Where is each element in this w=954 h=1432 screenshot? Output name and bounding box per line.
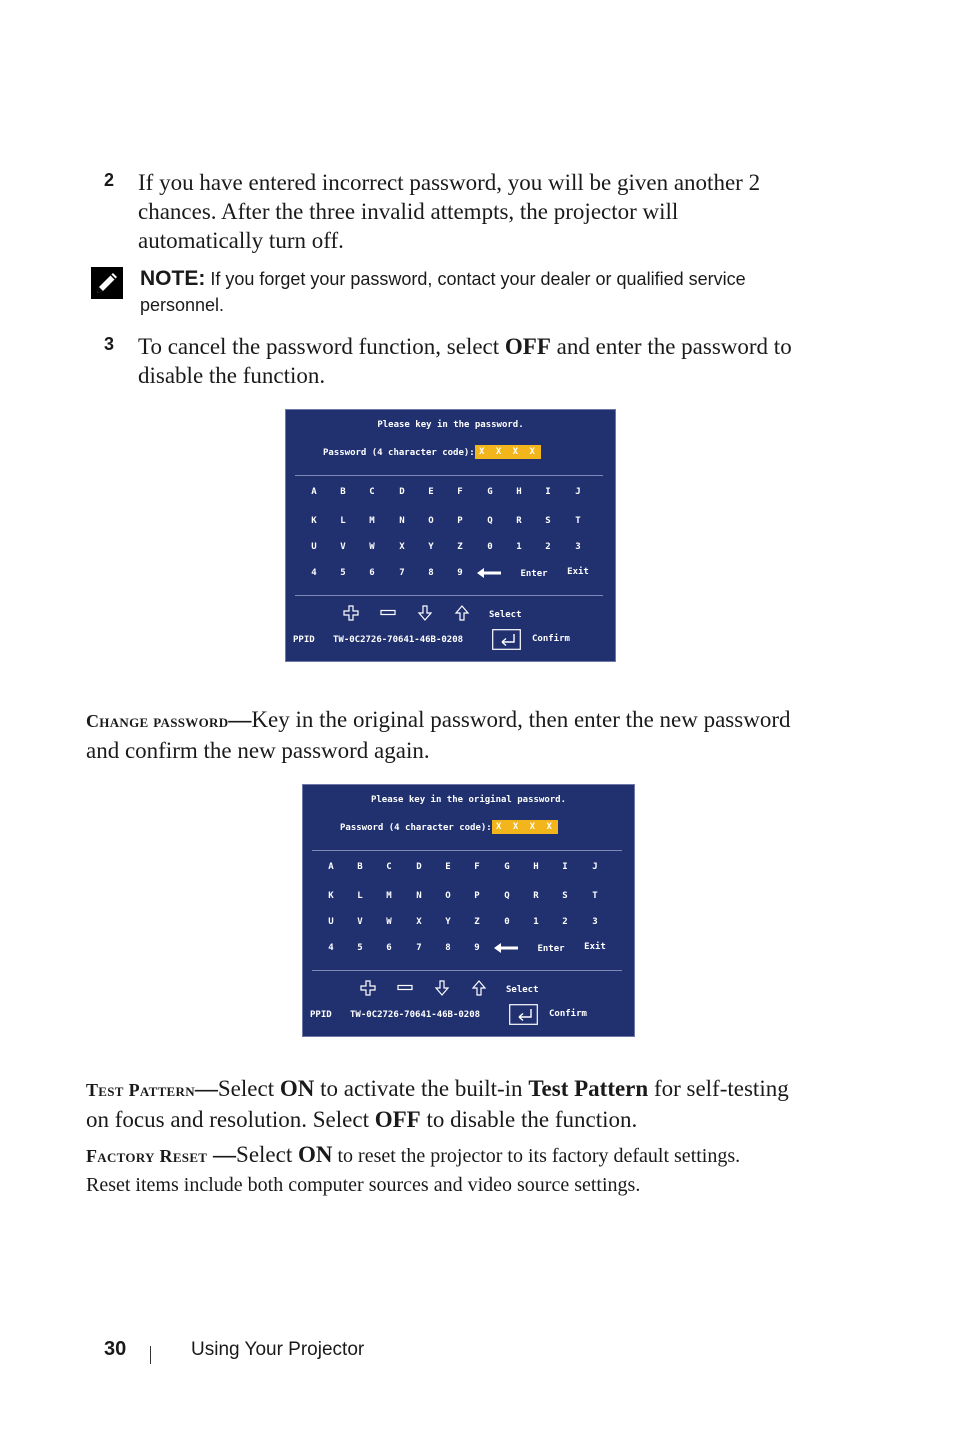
pencil-note-icon <box>90 266 124 300</box>
up-arrow-icon <box>454 605 470 621</box>
key-C: C <box>369 487 375 497</box>
key-2: 2 <box>562 917 568 927</box>
key-6: 6 <box>369 568 375 578</box>
key-P: P <box>457 516 463 526</box>
key-E: E <box>445 862 451 872</box>
key-enter: Enter <box>537 944 565 954</box>
key-1: 1 <box>533 917 539 927</box>
password-dialog-screenshot <box>285 409 616 662</box>
key-T: T <box>592 891 598 901</box>
key-enter: Enter <box>520 569 548 579</box>
test-pattern-paragraph: Test Pattern—Select ON to activate the built-in Test Pattern for self-testing on focus and resolution. Select OFF to disable the function. <box>86 1076 789 1132</box>
footer-section-title: Using Your Projector <box>191 1339 365 1360</box>
minus-icon <box>380 609 396 617</box>
key-D: D <box>416 862 422 872</box>
key-5: 5 <box>340 568 346 578</box>
down-arrow-icon <box>417 605 433 621</box>
key-Z: Z <box>474 917 480 927</box>
ppid-value: TW-0C2726-70641-46B-0208 <box>333 635 464 645</box>
key-V: V <box>357 917 363 927</box>
key-U: U <box>311 542 317 552</box>
key-2: 2 <box>545 542 551 552</box>
key-N: N <box>416 891 422 901</box>
key-Y: Y <box>428 542 434 552</box>
key-C: C <box>386 862 392 872</box>
ppid-label: PPID <box>293 635 315 645</box>
confirm-label: Confirm <box>549 1009 587 1019</box>
change-password-paragraph: Change password—Key in the original password, then enter the new password and confirm the new password again. <box>86 707 791 763</box>
key-Y: Y <box>445 917 451 927</box>
key-H: H <box>533 862 539 872</box>
test-pattern-label: Test Pattern <box>86 1080 195 1100</box>
key-B: B <box>340 487 346 497</box>
key-B: B <box>357 862 363 872</box>
key-exit: Exit <box>584 942 606 952</box>
divider <box>295 475 603 476</box>
key-exit: Exit <box>567 567 589 577</box>
key-F: F <box>474 862 480 872</box>
key-L: L <box>357 891 363 901</box>
key-I: I <box>545 487 551 497</box>
step-text: To cancel the password function, select OFF and enter the password to disable the function. <box>138 334 792 388</box>
key-M: M <box>386 891 392 901</box>
key-X: X <box>399 542 405 552</box>
key-G: G <box>487 487 493 497</box>
key-V: V <box>340 542 346 552</box>
key-O: O <box>428 516 434 526</box>
key-0: 0 <box>487 542 493 552</box>
key-R: R <box>516 516 522 526</box>
key-N: N <box>399 516 405 526</box>
ppid-value: TW-0C2726-70641-46B-0208 <box>350 1010 481 1020</box>
key-Q: Q <box>487 516 493 526</box>
key-3: 3 <box>575 542 581 552</box>
step-number: 2 <box>104 170 115 190</box>
password-field: X X X X <box>475 445 541 459</box>
key-W: W <box>369 542 375 552</box>
key-A: A <box>328 862 334 872</box>
key-1: 1 <box>516 542 522 552</box>
dialog-title: Please key in the password. <box>377 420 524 430</box>
key-J: J <box>592 862 598 872</box>
original-password-dialog-screenshot <box>302 784 635 1037</box>
password-label: Password (4 character code): <box>323 448 475 458</box>
key-X: X <box>416 917 422 927</box>
key-3: 3 <box>592 917 598 927</box>
key-7: 7 <box>399 568 405 578</box>
key-O: O <box>445 891 451 901</box>
key-H: H <box>516 487 522 497</box>
key-I: I <box>562 862 568 872</box>
key-M: M <box>369 516 375 526</box>
select-label: Select <box>506 985 539 995</box>
key-K: K <box>328 891 334 901</box>
key-7: 7 <box>416 943 422 953</box>
dialog-title: Please key in the original password. <box>370 795 567 805</box>
up-arrow-icon <box>471 980 487 996</box>
minus-icon <box>397 984 413 992</box>
divider <box>312 850 622 851</box>
key-D: D <box>399 487 405 497</box>
page-number: 30 <box>104 1338 127 1360</box>
confirm-label: Confirm <box>532 634 570 644</box>
key-G: G <box>504 862 510 872</box>
key-U: U <box>328 917 334 927</box>
key-5: 5 <box>357 943 363 953</box>
step-text: If you have entered incorrect password, you will be given another 2 chances. After the three invalid attempts, the projector will automatically turn off. <box>138 170 761 253</box>
divider <box>295 595 603 596</box>
key-L: L <box>340 516 346 526</box>
key-S: S <box>562 891 568 901</box>
step-number: 3 <box>104 334 115 354</box>
backspace-arrow-icon <box>476 567 502 579</box>
key-E: E <box>428 487 434 497</box>
key-A: A <box>311 487 317 497</box>
footer-divider <box>150 1346 151 1364</box>
change-password-label: Change password <box>86 711 229 731</box>
key-R: R <box>533 891 539 901</box>
key-F: F <box>457 487 463 497</box>
key-Q: Q <box>504 891 510 901</box>
key-8: 8 <box>445 943 451 953</box>
key-J: J <box>575 487 581 497</box>
note-text-continued: personnel. <box>140 295 225 315</box>
select-label: Select <box>489 610 522 620</box>
factory-reset-label: Factory Reset <box>86 1146 208 1166</box>
key-P: P <box>474 891 480 901</box>
ppid-label: PPID <box>310 1010 332 1020</box>
key-8: 8 <box>428 568 434 578</box>
key-4: 4 <box>328 943 334 953</box>
key-9: 9 <box>457 568 463 578</box>
down-arrow-icon <box>434 980 450 996</box>
key-W: W <box>386 917 392 927</box>
password-field: X X X X <box>492 820 558 834</box>
key-0: 0 <box>504 917 510 927</box>
backspace-arrow-icon <box>493 942 519 954</box>
key-T: T <box>575 516 581 526</box>
divider <box>312 970 622 971</box>
plus-icon <box>343 605 359 621</box>
key-Z: Z <box>457 542 463 552</box>
password-label: Password (4 character code): <box>340 823 492 833</box>
plus-icon <box>360 980 376 996</box>
key-9: 9 <box>474 943 480 953</box>
key-S: S <box>545 516 551 526</box>
enter-key-icon <box>509 1004 538 1025</box>
key-K: K <box>311 516 317 526</box>
note-label: NOTE: <box>140 267 206 290</box>
note-text: If you forget your password, contact your dealer or qualified service <box>205 269 746 289</box>
key-6: 6 <box>386 943 392 953</box>
factory-reset-paragraph: Factory Reset —Select ON to reset the projector to its factory default settings. Reset items include both computer sources and video source settings. <box>86 1142 741 1196</box>
enter-key-icon <box>492 629 521 650</box>
key-4: 4 <box>311 568 317 578</box>
